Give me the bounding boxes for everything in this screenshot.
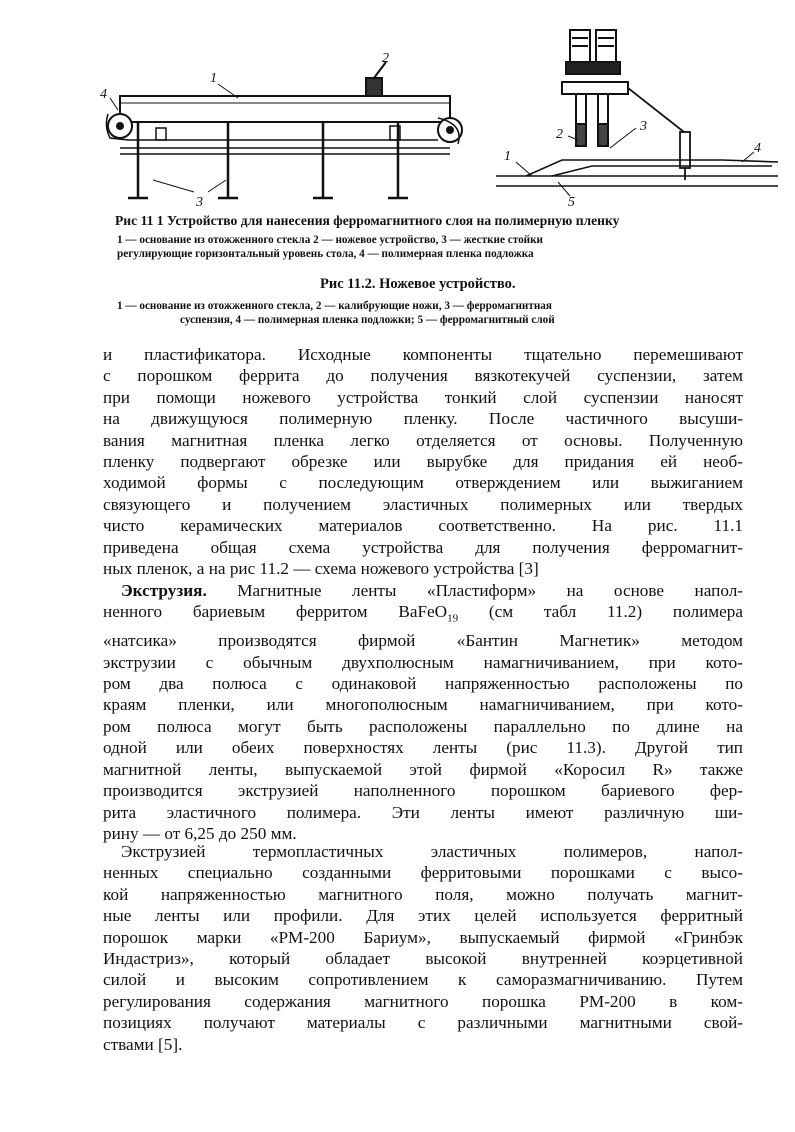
fig2-label-3: 3 [640,119,647,134]
text-line [103,580,743,601]
text-line: вания магнитная пленка легко отделяется от основы. Полученную [103,430,743,450]
figure-11-2-knife-device-drawing [492,20,782,225]
fig2-label-2: 2 [556,127,563,142]
fig2-label-4: 4 [754,141,761,156]
text-line: Экструзией термопластичных эластичных полимеров, напол- [121,842,743,861]
figure-11-2-caption-legend-line-1: 1 — основание из отожженного стекла, 2 — калибрующие ножи, 3 — ферромагнитная [117,300,552,312]
section-heading: Экструзия. [121,581,207,600]
text-line: экструзии с обычным двухполюсным намагничиванием, при кото- [103,652,743,672]
text-line: регулирования содержания магнитного порошка РМ-200 в ком- [103,991,743,1011]
text-line: ных пленок, а на рис 11.2 — схема ножевого устройства [3] [103,559,539,579]
figure-11-1-caption-legend-line-1: 1 — основание из отожженного стекла 2 — ножевое устройство, 3 — жесткие стойки [117,234,544,246]
text-line: одной или обеих поверхностях ленты (рис 11.3). Другой тип [103,738,743,758]
text-line: ненных специально созданными ферритовыми порошками с высо- [103,863,743,883]
text-line: производится экструзией наполненного порошком бариевого фер- [103,781,743,801]
text-line: чисто керамических материалов соответственно. На рис. 11.1 [103,516,743,536]
leader-lines [110,84,238,192]
text-line: с порошком феррита до получения вязкотекучей суспензии, затем [103,366,743,386]
text-line: ходимой формы с последующим отверждением или выжиганием [103,473,743,493]
paragraph-2-extrusion [103,580,743,844]
base-and-film [496,160,778,186]
text-line: на движущуюся полимерную пленку. После частичного высуши- [103,409,743,429]
fig1-label-3: 3 [196,195,203,210]
text-fragment: ненного бариевым ферритом BaFeO [103,602,448,622]
text-line: приведена общая схема устройства для получения ферромагнит- [103,537,743,557]
text-line: пленку подвергают обрезке или вырубке для придания ей необ- [103,452,743,472]
paragraph-1 [103,344,743,579]
table-top [120,96,450,122]
fig2-label-5: 5 [568,195,575,210]
text-line: рину — от 6,25 до 250 мм. [103,823,297,843]
text-line: рита эластичного полимера. Эти ленты имеют различную ши- [103,802,743,822]
fig1-label-4: 4 [100,87,107,102]
text-line: ром полюса могут быть расположены параллельно по длине на [103,716,743,736]
text-line: связующего и получением эластичных полимерных или твердых [103,494,743,514]
paragraph-3 [103,841,743,1055]
text-line: ные ленты или профили. Для этих целей используется ферритный [103,906,743,926]
text-line: позициях получают материалы с различными магнитными свой- [103,1013,743,1033]
text-fragment: Магнитные ленты «Пластиформ» на основе напол- [206,581,743,600]
text-line: порошок марки «РМ-200 Бариум», выпускаемый фирмой «Гринбэк [103,927,743,947]
figure-11-2-caption-legend-line-2: суспензия, 4 — полимерная пленка подложки; 5 — ферромагнитный слой [180,314,555,326]
text-fragment: (см табл 11.2) полимера [458,602,743,622]
figure-11-1-caption-title: Рис 11 1 Устройство для нанесения ферромагнитного слоя на полимерную пленку [115,213,620,228]
text-line: при помощи ножевого устройства тонкий слой суспензии наносят [103,387,743,407]
figure-11-1-caption-legend-line-2: регулирующие горизонтальный уровень стола, 4 — полимерная пленка подложка [117,248,534,260]
fig2-label-1: 1 [504,149,511,164]
fig1-label-1: 1 [210,71,217,86]
text-line: ствами [5]. [103,1034,183,1054]
text-line: кой напряженностью магнитного поля, можно получать магнит- [103,884,743,904]
table-legs [128,122,408,198]
text-line [103,601,743,630]
micrometer-heads [562,30,628,94]
text-line: ром два полюса с одинаковой напряженностью расположены по [103,674,743,694]
subscript: 19 [447,612,459,625]
fig1-label-2: 2 [382,51,389,66]
text-line: силой и высоким сопротивлением к саморазмагничиванию. Путем [103,970,743,990]
figure-11-2-caption-title: Рис 11.2. Ножевое устройство. [320,276,516,292]
text-line: и пластификатора. Исходные компоненты тщательно перемешивают [103,345,743,364]
text-line: «натсика» производятся фирмой «Бантин Магнетик» методом [103,631,743,651]
text-line: краям пленки, или многополюсным намагничиванием, при кото- [103,695,743,715]
figure-11-1-apparatus-drawing [98,48,470,218]
text-line: Индастриз», который обладает высокой внутренней коэрцетивной [103,949,743,969]
text-line: магнитной ленты, выпускаемой этой фирмой «Коросил R» также [103,759,743,779]
knife-device [366,62,386,96]
calibrating-knives [576,94,608,146]
